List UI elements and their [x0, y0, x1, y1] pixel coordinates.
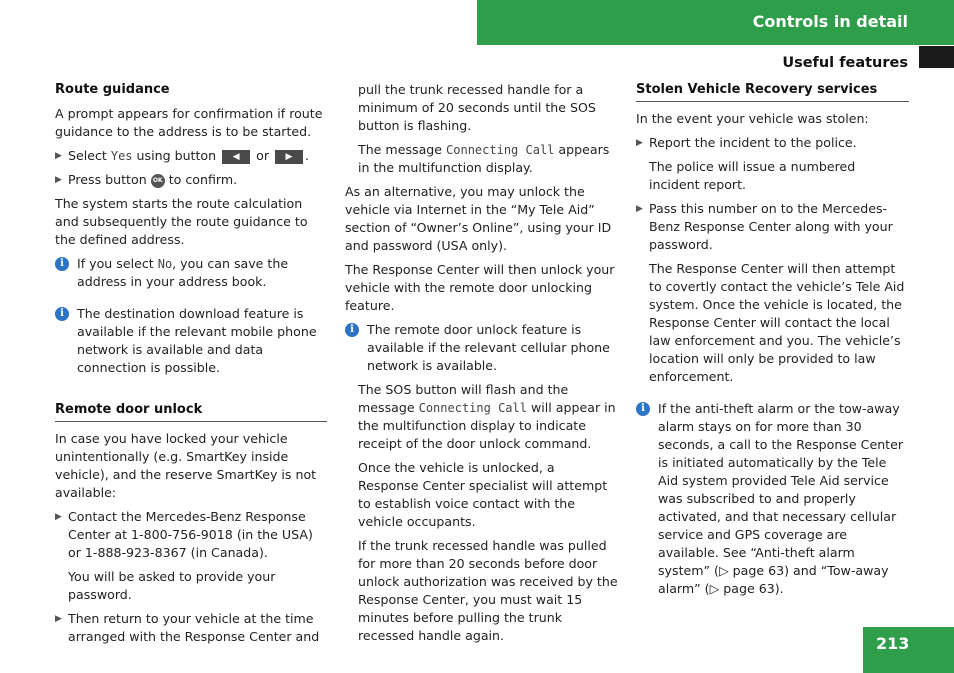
bullet-arrow-icon: ▶	[636, 138, 643, 148]
continued-step: pull the trunk recessed handle for a minimum of 20 seconds until the SOS button is flashing.	[358, 82, 596, 133]
info-icon: i	[345, 323, 359, 337]
connecting-call-note: The message Connecting Call appears in the multifunction display.	[358, 142, 610, 175]
sos-flash-note: The SOS button will flash and the message Connecting Call will appear in the multifunction display to indicate receipt of the door unlock command.	[358, 382, 616, 451]
info-note-download: i The destination download feature is available if the relevant mobile phone network is available and data connection is possible.	[55, 305, 327, 377]
column-2	[345, 81, 619, 651]
route-paragraph-2: The system starts the route calculation and subsequently the route guidance to the defined address.	[55, 196, 308, 247]
info-icon: i	[55, 257, 69, 271]
yes-option: Yes	[110, 149, 133, 163]
info-icon: i	[636, 402, 650, 416]
step-select-yes: ▶ Select Yes using button ◀ or ▶ .	[55, 148, 310, 163]
step-press-ok: ▶ Press button OK to confirm.	[55, 172, 238, 187]
connecting-call-message: Connecting Call	[418, 401, 527, 415]
bullet-arrow-icon: ▶	[55, 512, 62, 522]
response-center-unlock-paragraph: The Response Center will then unlock your vehicle with the remote door unlocking feature.	[345, 262, 615, 313]
remote-paragraph-1: In case you have locked your vehicle unintentionally (e.g. SmartKey inside vehicle), and the reserve SmartKey is not available:	[55, 431, 317, 500]
route-paragraph-1: A prompt appears for confirmation if route guidance to the address is to be started.	[55, 106, 323, 139]
page-number-tab	[863, 627, 954, 673]
stolen-intro: In the event your vehicle was stolen:	[636, 111, 869, 126]
section-tab-marker	[919, 46, 954, 68]
wait-note: If the trunk recessed handle was pulled for more than 20 seconds before door unlock authorization was received by the Response Center, you must wait 15 minutes before pulling the trunk recessed handle again.	[358, 538, 618, 643]
no-option: No	[157, 257, 173, 271]
step-return-to-vehicle: ▶ Then return to your vehicle at the time arranged with the Response Center and	[55, 611, 320, 644]
info-note-remote-unlock: i The remote door unlock feature is available if the relevant cellular phone network is available.	[345, 321, 619, 375]
step-pass-number: ▶ Pass this number on to the Mercedes-Benz Response Center along with your password.	[636, 201, 893, 252]
section-title: Useful features	[782, 55, 908, 71]
column-3	[636, 81, 909, 604]
info-note-save-address: i If you select No, you can save the address in your address book.	[55, 255, 327, 291]
internet-unlock-paragraph: As an alternative, you may unlock the vehicle via Internet in the “My Tele Aid” section of “Owner’s Online”, using your ID and password (USA only).	[345, 184, 612, 253]
info-note-anti-theft: i If the anti-theft alarm or the tow-away alarm stays on for more than 30 seconds, a call to the Response Center is initiated automatically by the Tele Aid system provided Tele Aid service was subscribed to and properly activated, and that necessary cellular service and GPS coverage are available. See “Anti-theft alarm system” (▷ page 63) and “Tow-away alarm” (▷ page 63).	[636, 400, 909, 598]
page-number: 213	[876, 634, 910, 653]
chapter-title: Controls in detail	[752, 12, 908, 31]
bullet-arrow-icon: ▶	[55, 151, 62, 161]
remote-door-unlock-heading: Remote door unlock	[55, 401, 327, 422]
password-note: You will be asked to provide your password.	[68, 569, 276, 602]
column-1	[55, 81, 327, 652]
voice-contact-note: Once the vehicle is unlocked, a Response Center specialist will attempt to establish voice contact with the vehicle occupants.	[358, 460, 608, 529]
stolen-vehicle-heading: Stolen Vehicle Recovery services	[636, 81, 909, 102]
bullet-arrow-icon: ▶	[636, 204, 643, 214]
connecting-call-message: Connecting Call	[446, 143, 555, 157]
ok-button-icon: OK	[151, 174, 165, 188]
step-contact-response-center: ▶ Contact the Mercedes-Benz Response Center at 1-800-756-9018 (in the USA) or 1-888-923-8367 (in Canada).	[55, 509, 313, 560]
bullet-arrow-icon: ▶	[55, 175, 62, 185]
info-icon: i	[55, 307, 69, 321]
bullet-arrow-icon: ▶	[55, 614, 62, 624]
police-report-note: The police will issue a numbered incident report.	[649, 159, 856, 192]
right-button-icon: ▶	[275, 150, 303, 164]
route-guidance-heading: Route guidance	[55, 82, 170, 97]
left-button-icon: ◀	[222, 150, 250, 164]
tele-aid-contact-note: The Response Center will then attempt to covertly contact the vehicle’s Tele Aid system. Once the vehicle is located, the Response Center will contact the local law enforcement and you. The vehicle’s location will only be provided to law enforcement.	[649, 261, 905, 384]
step-report-incident: ▶ Report the incident to the police.	[636, 135, 857, 150]
chapter-header	[477, 0, 954, 45]
